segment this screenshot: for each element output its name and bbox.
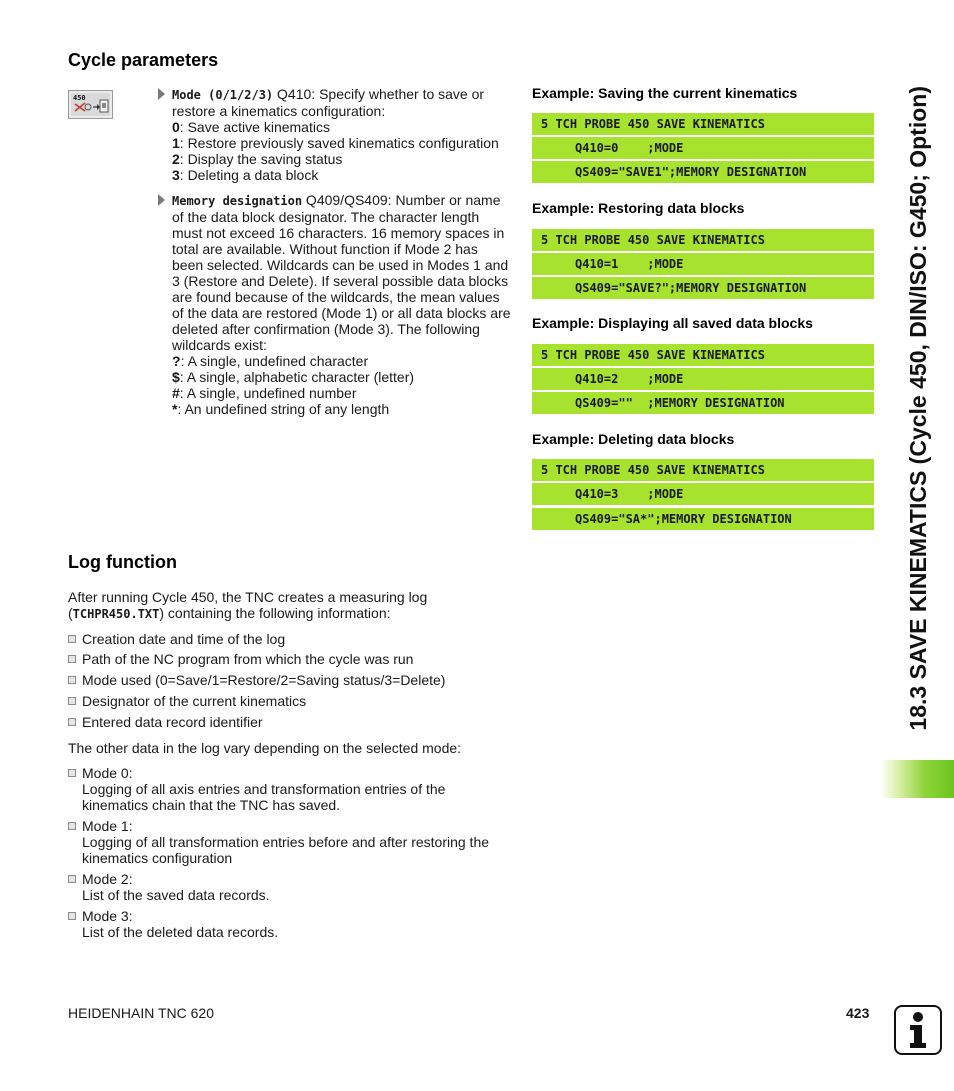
param-memory-code: Memory designation: [172, 194, 303, 208]
cycle-450-graphic: [69, 91, 112, 118]
code-line: Q410=0 ;MODE: [532, 137, 874, 159]
code-line: 5 TCH PROBE 450 SAVE KINEMATICS: [532, 459, 874, 481]
cycle-450-softkey-icon: [68, 90, 113, 119]
info-icon: [894, 1005, 942, 1055]
chapter-tab-marker: [880, 760, 954, 798]
mode-list-item: Mode 3: List of the deleted data records.: [68, 908, 528, 940]
param-memory-designation: Memory designation Q409/QS409: Number or name of the data block designator. The character length must not exceed 16 characters. 16 memory spaces in total are available. Without function if Mode 2 has been selected. Wildcards can be used in Modes 1 and 3 (Restore and Delete). If several possible data blocks are found because of the wildcards, the mean values of the data are restored (Mode 1) or all data blocks are deleted after confirmation (Mode 3). The following wildcards exist: ?: A single, undefined character $: A single, alphabetic character (letter) #: A single, undefined number *: An undefined string of any length: [158, 192, 514, 417]
log-other-data: The other data in the log vary depending on the selected mode:: [68, 740, 462, 756]
param-mode: [158, 86, 514, 183]
bullet-square-icon: [68, 875, 76, 883]
code-line: 5 TCH PROBE 450 SAVE KINEMATICS: [532, 113, 874, 135]
example-title: Example: Deleting data blocks: [532, 431, 735, 447]
bullet-square-icon: [68, 769, 76, 777]
list-item: Path of the NC program from which the cycle was run: [68, 651, 528, 667]
param-mode-desc-2: restore a kinematics configuration:: [172, 103, 386, 119]
mode-list-item: Mode 2: List of the saved data records.: [68, 871, 528, 903]
info-glyph-icon: [903, 1010, 933, 1050]
code-line: QS409="SA*";MEMORY DESIGNATION: [532, 508, 874, 530]
example-title: Example: Restoring data blocks: [532, 200, 745, 216]
mode-option: 1: Restore previously saved kinematics configuration: [172, 135, 499, 151]
list-item: Designator of the current kinematics: [68, 693, 528, 709]
param-mode-code: Mode (0/1/2/3): [172, 88, 274, 102]
example-title: Example: Displaying all saved data blocks: [532, 315, 813, 331]
code-line: QS409="SAVE?";MEMORY DESIGNATION: [532, 277, 874, 299]
log-intro: After running Cycle 450, the TNC creates a measuring log (TCHPR450.TXT) containing the following information:: [68, 589, 428, 621]
param-arrow-icon: [158, 88, 165, 100]
chapter-side-title: 18.3 SAVE KINEMATICS (Cycle 450, DIN/ISO: G450; Option): [904, 85, 931, 731]
code-line: Q410=1 ;MODE: [532, 253, 874, 275]
bullet-square-icon: [68, 718, 76, 726]
param-arrow-icon: [158, 194, 165, 206]
wildcard-item: $: A single, alphabetic character (letter): [172, 369, 415, 385]
icon-label: 450: [73, 94, 86, 102]
code-line: QS409="" ;MEMORY DESIGNATION: [532, 392, 874, 414]
param-mode-desc: Q410: Specify whether to save or: [273, 86, 485, 102]
list-item: Creation date and time of the log: [68, 631, 528, 647]
mode-option: 2: Display the saving status: [172, 151, 343, 167]
bullet-square-icon: [68, 697, 76, 705]
mode-list-item: Mode 1: Logging of all transformation entries before and after restoring the kinematics configuration: [68, 818, 528, 866]
bullet-square-icon: [68, 676, 76, 684]
list-item: Mode used (0=Save/1=Restore/2=Saving status/3=Delete): [68, 672, 528, 688]
mode-option: 0: Save active kinematics: [172, 119, 330, 135]
code-line: 5 TCH PROBE 450 SAVE KINEMATICS: [532, 344, 874, 366]
cycle-parameters-heading: Cycle parameters: [68, 50, 219, 70]
log-function-heading: Log function: [68, 552, 177, 572]
bullet-square-icon: [68, 912, 76, 920]
page-number: 423: [846, 1005, 870, 1021]
wildcard-item: #: A single, undefined number: [172, 385, 357, 401]
mode-list-item: Mode 0: Logging of all axis entries and transformation entries of the kinematics chain that the TNC has saved.: [68, 765, 528, 813]
bullet-square-icon: [68, 635, 76, 643]
log-filename: TCHPR450.TXT: [72, 607, 160, 621]
code-line: Q410=2 ;MODE: [532, 368, 874, 390]
wildcard-item: *: An undefined string of any length: [172, 401, 390, 417]
bullet-square-icon: [68, 822, 76, 830]
wildcard-item: ?: A single, undefined character: [172, 353, 369, 369]
code-line: Q410=3 ;MODE: [532, 483, 874, 505]
code-line: QS409="SAVE1";MEMORY DESIGNATION: [532, 161, 874, 183]
list-item: Entered data record identifier: [68, 714, 528, 730]
footer-publisher: HEIDENHAIN TNC 620: [68, 1005, 215, 1021]
example-title: Example: Saving the current kinematics: [532, 85, 798, 101]
code-line: 5 TCH PROBE 450 SAVE KINEMATICS: [532, 229, 874, 251]
bullet-square-icon: [68, 655, 76, 663]
mode-option: 3: Deleting a data block: [172, 167, 319, 183]
